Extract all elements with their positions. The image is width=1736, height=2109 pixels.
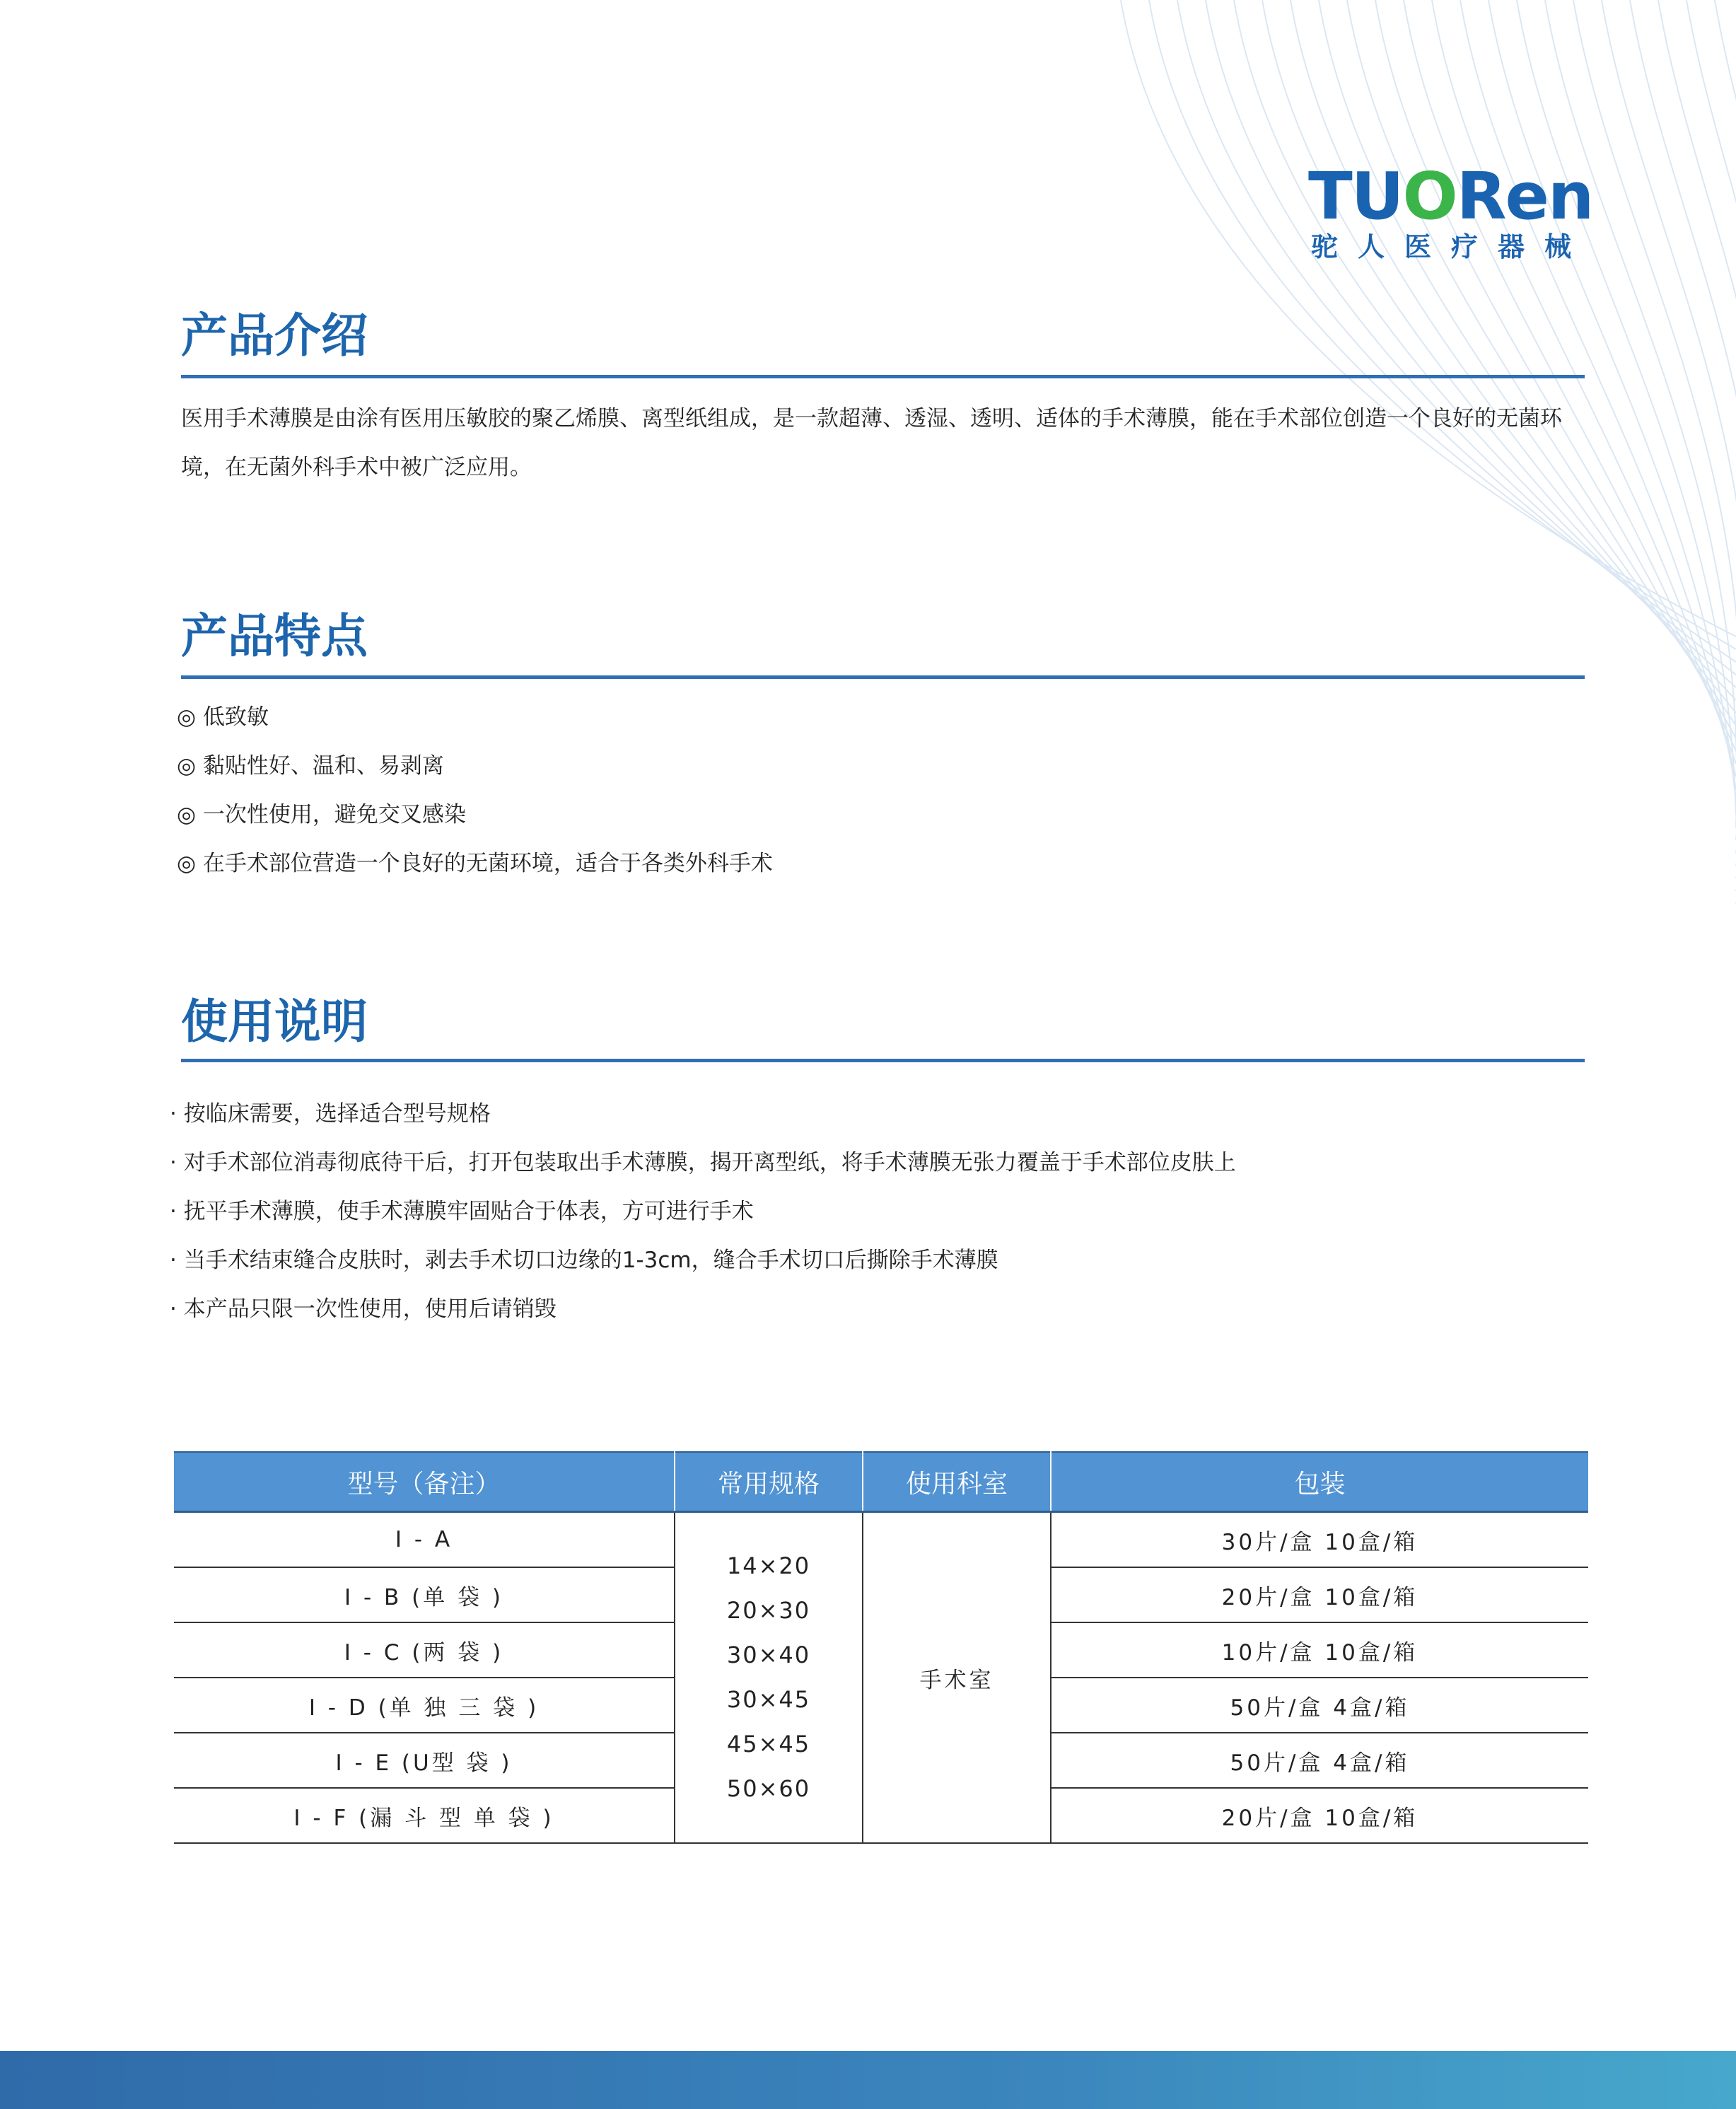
wave-line [1687,0,1736,891]
logo-wordmark [1308,158,1593,234]
size-value: 14×20 [726,1552,811,1579]
model-cell: I - F (漏 斗 型 单 袋 ) [174,1788,675,1843]
size-value: 50×60 [726,1775,811,1802]
list-item: ◎ 低致敏 [177,704,269,730]
features-divider [181,675,1585,679]
header-size: 常用规格 [675,1452,863,1512]
header-packaging: 包装 [1051,1452,1588,1512]
features-list [177,693,1584,888]
usage-list [170,1090,1577,1334]
list-item: ◎ 一次性使用，避免交叉感染 [177,802,466,827]
size-value: 30×40 [726,1642,811,1668]
spec-table [174,1451,1588,1844]
logo-word-part: O [1402,158,1457,234]
header-department: 使用科室 [863,1452,1051,1512]
size-value: 30×45 [726,1686,811,1713]
size-value: 45×45 [726,1731,811,1758]
company-logo [1308,158,1593,265]
sizes-cell [675,1512,863,1844]
model-cell: I - D (单 独 三 袋 ) [174,1678,675,1733]
size-value: 20×30 [726,1597,811,1624]
logo-word-part: TU [1308,158,1403,234]
packaging-cell: 50片/盒 4盒/箱 [1051,1733,1588,1788]
usage-title: 使用说明 [181,994,368,1049]
list-item: · 对手术部位消毒彻底待干后，打开包装取出手术薄膜，揭开离型纸，将手术薄膜无张力覆盖于手术部位皮肤上 [170,1150,1236,1175]
packaging-cell: 30片/盒 10盒/箱 [1051,1512,1588,1568]
model-cell: I - E (U型 袋 ) [174,1733,675,1788]
list-item: · 当手术结束缝合皮肤时，剥去手术切口边缘的1-3cm，缝合手术切口后撕除手术薄膜 [170,1248,998,1273]
packaging-cell: 20片/盒 10盒/箱 [1051,1788,1588,1843]
packaging-cell: 20片/盒 10盒/箱 [1051,1567,1588,1622]
intro-paragraph: 医用手术薄膜是由涂有医用压敏胶的聚乙烯膜、离型纸组成，是一款超薄、透湿、透明、适体的手术薄膜，能在手术部位创造一个良好的无菌环境，在无菌外科手术中被广泛应用。 [181,406,1562,480]
packaging-cell: 10片/盒 10盒/箱 [1051,1622,1588,1678]
model-cell: I - B (单 袋 ) [174,1567,675,1622]
list-item: ◎ 黏贴性好、温和、易剥离 [177,753,444,779]
intro-title: 产品介绍 [181,308,368,363]
header-model: 型号（备注） [174,1452,675,1512]
logo-word-part: Ren [1456,158,1593,234]
logo-subtitle: 驼人医疗器械 [1311,231,1592,262]
list-item: · 按临床需要，选择适合型号规格 [170,1101,491,1127]
table-header-row [174,1452,1588,1512]
model-cell: I - A [174,1512,675,1568]
footer-color-bar [0,2051,1736,2109]
list-item: · 抚平手术薄膜，使手术薄膜牢固贴合于体表，方可进行手术 [170,1199,754,1224]
table-row [174,1512,1588,1568]
usage-divider [181,1059,1585,1062]
department-cell: 手术室 [863,1512,1051,1844]
packaging-cell: 50片/盒 4盒/箱 [1051,1678,1588,1733]
list-item: · 本产品只限一次性使用，使用后请销毁 [170,1296,557,1322]
features-title: 产品特点 [181,609,368,663]
intro-divider [181,375,1585,378]
model-cell: I - C (两 袋 ) [174,1622,675,1678]
list-item: ◎ 在手术部位营造一个良好的无菌环境，适合于各类外科手术 [177,851,773,876]
